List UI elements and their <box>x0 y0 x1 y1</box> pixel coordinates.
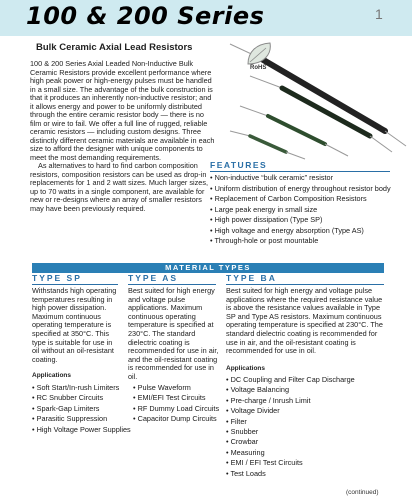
application-item: • RC Snubber Circuits <box>32 393 132 403</box>
page-title: 100 & 200 Series <box>26 2 265 30</box>
application-item: • High Voltage Power Supplies <box>32 425 132 435</box>
continued-note: (continued) <box>346 489 379 496</box>
type-sp-applications-label: Applications <box>32 372 72 379</box>
type-as-heading: TYPE AS <box>128 273 216 285</box>
application-item: • RF Dummy Load Circuits <box>133 404 227 414</box>
page-subtitle: Bulk Ceramic Axial Lead Resistors <box>36 42 193 53</box>
feature-item: • High voltage and energy absorption (Type AS) <box>210 225 364 235</box>
feature-item: • Non-inductive “bulk ceramic” resistor <box>210 173 334 182</box>
application-item: • Soft Start/In-rush Limiters <box>32 383 132 393</box>
feature-item: • Replacement of Carbon Composition Resistors <box>210 194 367 203</box>
application-item: • Parasitic Suppression <box>32 414 132 424</box>
application-item: • EMI / EFI Test Circuits <box>226 458 386 468</box>
type-ba-heading: TYPE BA <box>226 273 384 285</box>
application-item: • Measuring <box>226 448 386 458</box>
page-number: 1 <box>375 6 383 22</box>
type-as-description: Best suited for high energy and voltage pulse applications. Maximum continuous operating temperature is specified at 230°C. The standard dielectric coating is recommended for use in air, and the oil-resistant coating is recommended for use in oil. <box>128 286 219 381</box>
type-ba-description: Best suited for high energy and voltage pulse applications where the required resistance value is above the resistance values available in Type SP and Type AS resistors. Maximum continuous operating temperature is specified at 230°C. The standard dielectric coating is recommended for use in air, and the oil-resistant coating is recommended for use in oil. <box>226 286 383 356</box>
application-item: • DC Coupling and Filter Cap Discharge <box>226 375 386 385</box>
type-sp-heading: TYPE SP <box>32 273 118 285</box>
application-item: • Pulse Waveform <box>133 383 227 393</box>
type-sp-applications <box>32 383 132 435</box>
feature-item: • Uniform distribution of energy throughout resistor body <box>210 183 391 193</box>
feature-item: • Through-hole or post mountable <box>210 236 319 245</box>
application-item: • Filter <box>226 417 386 427</box>
application-item: • Pre-charge / Inrush Limit <box>226 396 386 406</box>
type-as-applications <box>133 383 227 425</box>
feature-item: • High power dissipation (Type SP) <box>210 215 323 224</box>
intro-paragraph: 100 & 200 Series Axial Leaded Non-Inductive Bulk Ceramic Resistors provide excellent performance where high peak power or high-energy pulses must be handled in a small size. The advantage of the bulk construction is that it produces an inherently non-inductive resistor; and it allows energy and power to be uniformly distributed through the entire ceramic resistor body — there is no film or wire to fail. We offer a full line of rugged, reliable ceramic resistors — including custom designs. Three distinctly different ceramic materials are available in each size to afford the designer with unique components to meet the most demanding requirements. <box>30 59 215 162</box>
application-item: • EMI/EFI Test Circuits <box>133 393 227 403</box>
features-heading: FEATURES <box>210 160 390 172</box>
application-item: • Voltage Balancing <box>226 385 386 395</box>
material-types-bar: MATERIAL TYPES <box>32 263 384 273</box>
application-item: • Voltage Divider <box>226 406 386 416</box>
application-item: • Snubber <box>226 427 386 437</box>
application-item: • Spark-Gap Limiters <box>32 404 132 414</box>
type-ba-applications <box>226 375 386 479</box>
svg-text:RoHS: RoHS <box>250 65 267 70</box>
application-item: • Capacitor Dump Circuits <box>133 414 227 424</box>
type-sp-description: Withstands high operating temperatures resulting in high power dissipation. Maximum continuous operating temperature is specified at 350°C. This type is suitable for use in oil without an oil-resistant coating. <box>32 286 117 364</box>
rohs-logo <box>242 40 278 70</box>
intro-paragraph: As alternatives to hard to find carbon composition resistors, composition resistors can be used as drop-in replacements for 1 and 2 watt sizes. Much larger sizes, up to 70 watts in a single component, are available for new or re-designs where an array of smaller resistors may have been previously required. <box>30 161 209 213</box>
intro-text <box>30 60 215 213</box>
resistor-tiny <box>230 131 305 159</box>
type-ba-applications-label: Applications <box>226 365 266 372</box>
application-item: • Crowbar <box>226 437 386 447</box>
features-list <box>210 174 395 248</box>
feature-item: • Large peak energy in small size <box>210 204 318 214</box>
application-item: • Test Loads <box>226 469 386 479</box>
